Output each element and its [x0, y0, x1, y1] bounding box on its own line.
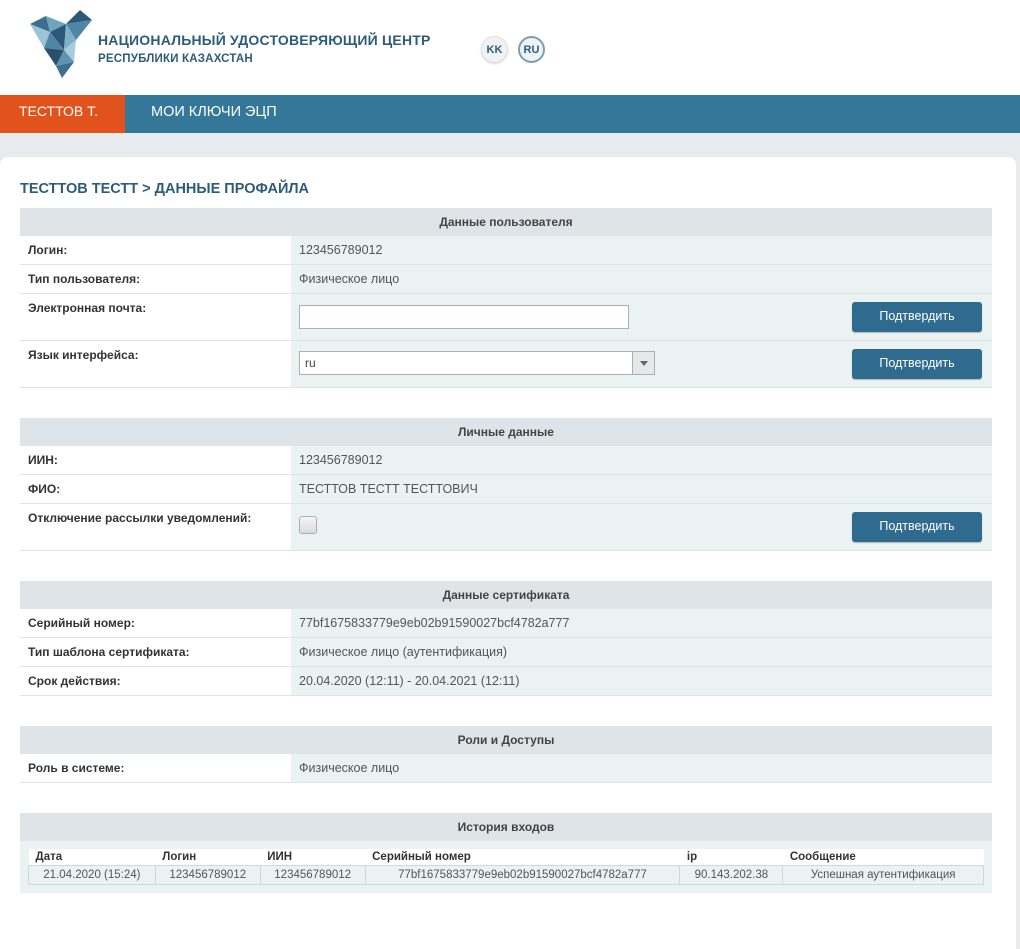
certificate-section [20, 581, 992, 696]
nav-my-keys-tab[interactable]: МОИ КЛЮЧИ ЭЦП [151, 104, 277, 120]
table-header-row [29, 849, 984, 865]
lang-ru-button[interactable]: RU [518, 36, 545, 63]
confirm-language-button[interactable]: Подтвердить [852, 349, 982, 379]
iin-label: ИИН: [20, 446, 291, 474]
date-cell: 21.04.2020 (15:24) [29, 865, 156, 884]
iin-value: 123456789012 [291, 446, 992, 474]
serial-value: 77bf1675833779e9eb02b91590027bcf4782a777 [291, 609, 992, 637]
login-history-body [20, 841, 992, 893]
serial-label: Серийный номер: [20, 609, 291, 637]
validity-row [20, 667, 992, 696]
column-header: Дата [29, 849, 156, 865]
fio-row [20, 475, 992, 504]
chevron-down-icon[interactable] [632, 352, 654, 374]
lang-kk-button[interactable]: KK [481, 36, 508, 63]
fio-label: ФИО: [20, 475, 291, 503]
iin-cell: 123456789012 [260, 865, 365, 884]
serial-cell: 77bf1675833779e9eb02b91590027bcf4782a777 [365, 865, 680, 884]
section-title: Данные сертификата [20, 581, 992, 609]
interface-language-row [20, 341, 992, 388]
message-cell: Успешная аутентификация [783, 865, 984, 884]
email-label: Электронная почта: [20, 294, 291, 340]
interface-language-label: Язык интерфейса: [20, 341, 291, 387]
login-row [20, 236, 992, 265]
profile-card [0, 157, 1016, 949]
confirm-email-button[interactable]: Подтвердить [852, 302, 982, 332]
logo-icon[interactable] [30, 10, 94, 78]
login-history-table [28, 849, 984, 885]
user-type-value: Физическое лицо [291, 265, 992, 293]
confirm-notifications-button[interactable]: Подтвердить [852, 512, 982, 542]
template-row [20, 638, 992, 667]
notifications-row [20, 504, 992, 551]
login-cell: 123456789012 [155, 865, 260, 884]
section-title: Личные данные [20, 418, 992, 446]
user-type-label: Тип пользователя: [20, 265, 291, 293]
column-header: Логин [155, 849, 260, 865]
validity-value: 20.04.2020 (12:11) - 20.04.2021 (12:11) [291, 667, 992, 695]
page-title: ТЕСТТОВ ТЕСТТ > ДАННЫЕ ПРОФАЙЛА [20, 181, 310, 197]
notifications-label: Отключение рассылки уведомлений: [20, 504, 291, 550]
section-title: Данные пользователя [20, 208, 992, 236]
section-title: История входов [20, 813, 992, 841]
template-label: Тип шаблона сертификата: [20, 638, 291, 666]
ip-cell: 90.143.202.38 [680, 865, 783, 884]
org-line2: РЕСПУБЛИКИ КАЗАХСТАН [98, 53, 253, 65]
interface-language-value: ru [305, 356, 316, 370]
login-value: 123456789012 [291, 236, 992, 264]
serial-row [20, 609, 992, 638]
column-header: Сообщение [783, 849, 984, 865]
template-value: Физическое лицо (аутентификация) [291, 638, 992, 666]
roles-section [20, 726, 992, 783]
column-header: Серийный номер [365, 849, 680, 865]
personal-data-section [20, 418, 992, 551]
login-label: Логин: [20, 236, 291, 264]
organization-name [98, 32, 431, 65]
column-header: ИИН [260, 849, 365, 865]
fio-value: ТЕСТТОВ ТЕСТТ ТЕСТТОВИЧ [291, 475, 992, 503]
login-history-section [20, 813, 992, 893]
email-row [20, 294, 992, 341]
email-input[interactable] [299, 305, 629, 329]
validity-label: Срок действия: [20, 667, 291, 695]
user-type-row [20, 265, 992, 294]
table-row [29, 865, 984, 884]
role-value: Физическое лицо [291, 754, 992, 782]
column-header: ip [680, 849, 783, 865]
main-nav [0, 95, 1020, 133]
role-label: Роль в системе: [20, 754, 291, 782]
nav-user-tab[interactable]: ТЕСТТОВ Т. [0, 95, 125, 133]
role-row [20, 754, 992, 783]
iin-row [20, 446, 992, 475]
interface-language-select[interactable] [299, 351, 655, 375]
section-title: Роли и Доступы [20, 726, 992, 754]
header [0, 0, 1020, 95]
user-data-section [20, 208, 992, 388]
org-line1: НАЦИОНАЛЬНЫЙ УДОСТОВЕРЯЮЩИЙ ЦЕНТР [98, 32, 431, 48]
disable-notifications-checkbox[interactable] [299, 516, 317, 534]
